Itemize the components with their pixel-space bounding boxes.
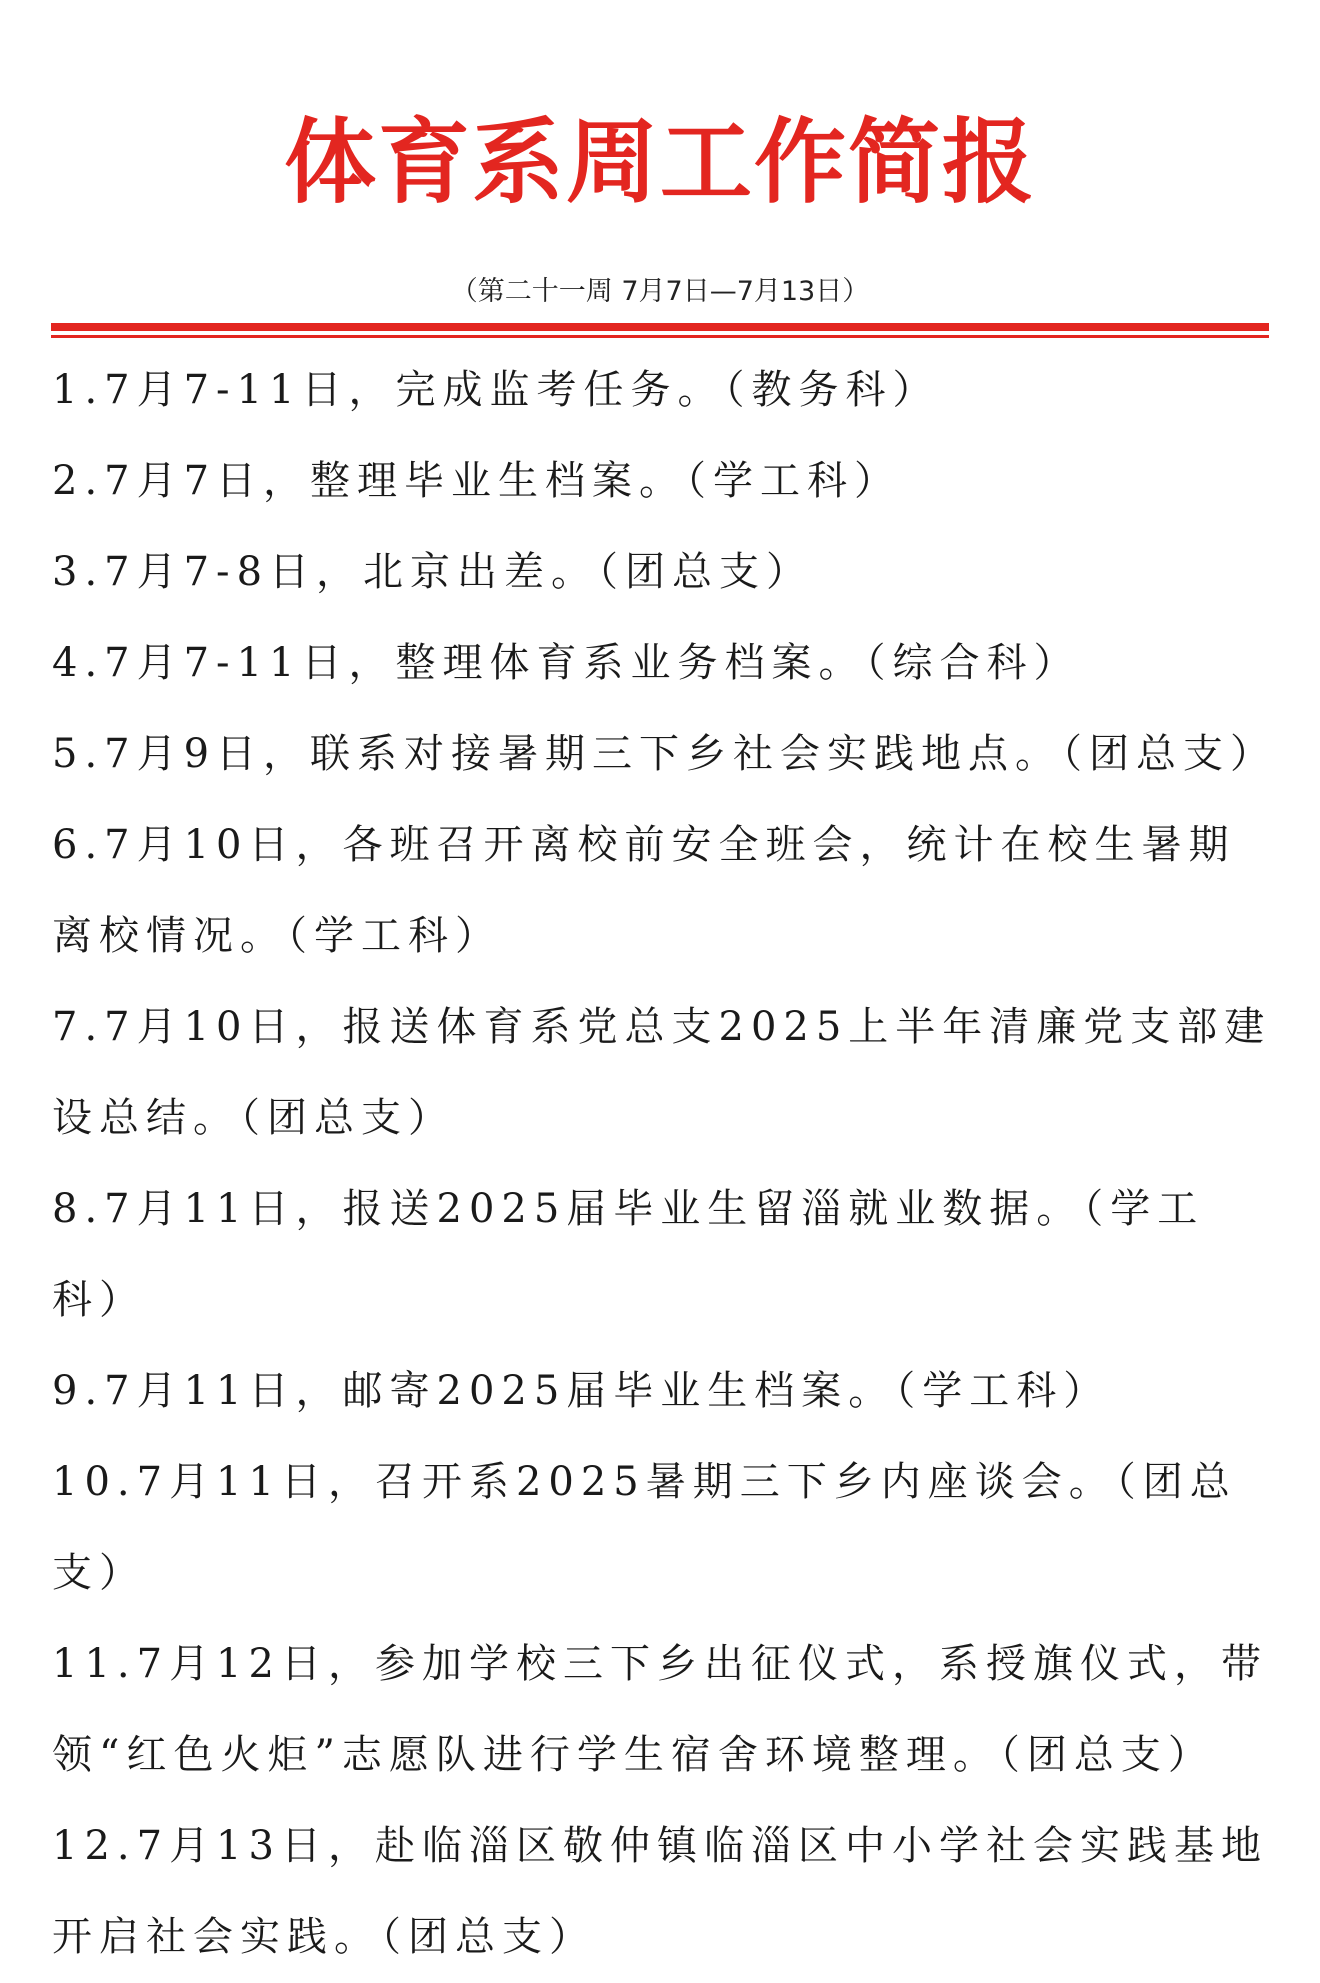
work-item: 12.7月13日，赴临淄区敬仲镇临淄区中小学社会实践基地开启社会实践。（团总支） (52, 1823, 1268, 1960)
work-item: 2.7月7日，整理毕业生档案。（学工科） (52, 458, 902, 504)
work-item: 3.7月7-8日，北京出差。（团总支） (52, 549, 814, 595)
work-item: 1.7月7-11日，完成监考任务。（教务科） (52, 367, 940, 413)
page-title: 体育系周工作简报 (283, 109, 1036, 216)
work-item: 8.7月11日，报送2025届毕业生留淄就业数据。（学工科） (52, 1186, 1205, 1323)
week-date-range: （第二十一周 7月7日—7月13日） (450, 276, 870, 307)
work-item: 11.7月12日，参加学校三下乡出征仪式，系授旗仪式，带领“红色火炬”志愿队进行学生宿舍环境整理。（团总支） (52, 1641, 1268, 1778)
header-divider-thin (51, 335, 1269, 338)
header-divider-thick (51, 323, 1269, 331)
work-item-list (52, 345, 1278, 1983)
work-item: 9.7月11日，邮寄2025届毕业生档案。（学工科） (52, 1368, 1111, 1414)
work-item: 4.7月7-11日，整理体育系业务档案。（综合科） (52, 640, 1081, 686)
work-item: 10.7月11日，召开系2025暑期三下乡内座谈会。（团总支） (52, 1459, 1237, 1596)
work-item: 6.7月10日，各班召开离校前安全班会，统计在校生暑期离校情况。（学工科） (52, 822, 1236, 959)
work-item: 7.7月10日，报送体育系党总支2025上半年清廉党支部建设总结。（团总支） (52, 1004, 1272, 1141)
work-item: 5.7月9日，联系对接暑期三下乡社会实践地点。（团总支） (52, 731, 1278, 777)
